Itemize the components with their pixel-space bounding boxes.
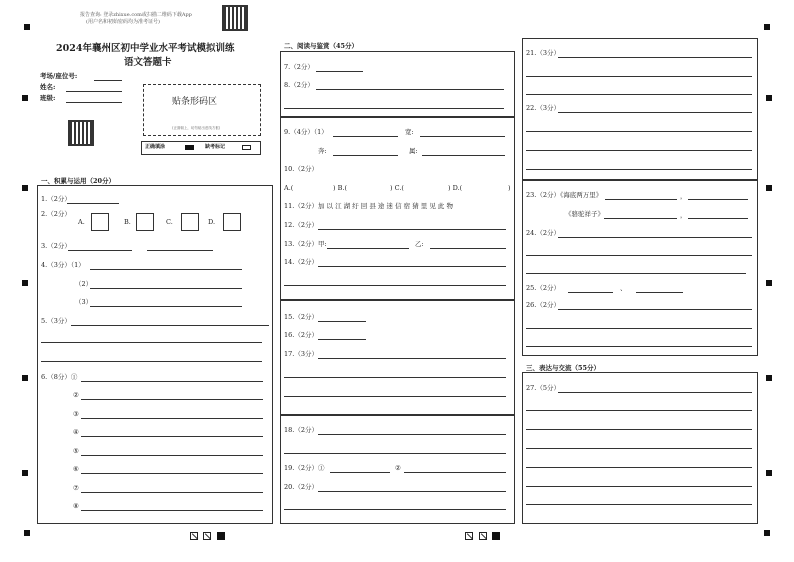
q27-answer-line[interactable] (526, 429, 752, 430)
q14-answer-line[interactable] (284, 285, 506, 286)
q2-checkbox-b[interactable] (136, 213, 154, 231)
q6-item-label: ⑦ (73, 484, 79, 492)
q17-answer-line[interactable] (318, 358, 506, 359)
q27-answer-line[interactable] (526, 410, 752, 411)
q5-answer-line[interactable] (71, 325, 269, 326)
q4-answer-line[interactable] (90, 288, 242, 289)
q6-item-label: ② (73, 391, 79, 399)
q6-answer-line[interactable] (81, 473, 263, 474)
q24-answer-line[interactable] (526, 273, 746, 274)
q18-label: 18.（2分） (284, 426, 318, 434)
student-qr-icon (68, 120, 94, 146)
alignment-mark-tr (764, 24, 770, 30)
q22-answer-line[interactable] (526, 150, 752, 151)
q15-label: 15.（2分） (284, 313, 318, 321)
q20-label: 20.（2分） (284, 483, 318, 491)
q25-answer-line[interactable] (568, 292, 613, 293)
class-field[interactable] (66, 102, 122, 103)
q10-option-d[interactable]: ) D.( (448, 184, 463, 192)
q13-label: 13.（2分）甲: (284, 240, 327, 248)
absent-mark-box[interactable] (242, 145, 251, 150)
q3-answer-line[interactable] (147, 250, 213, 251)
report-notice-sub: (用户名和初始密码均为准考证号) (86, 19, 160, 25)
page-title: 2024年襄州区初中学业水平考试模拟训练 (56, 43, 235, 54)
q27-answer-line[interactable] (526, 486, 752, 487)
q6-item-label: ③ (73, 410, 79, 418)
side-mark (22, 280, 28, 286)
q19-answer-line[interactable] (404, 472, 506, 473)
q9-kuan-label: 宽: (405, 128, 414, 136)
q19-answer-line[interactable] (330, 472, 390, 473)
q1-label: 1.（2分） (41, 195, 71, 203)
q21-label: 21.（3分） (526, 49, 560, 57)
q22-answer-line[interactable] (558, 112, 752, 113)
q16-label: 16.（2分） (284, 331, 318, 339)
q22-answer-line[interactable] (526, 169, 752, 170)
q9-label: 9.（4分）（1） (284, 128, 328, 136)
report-notice: 报告查询: 登录zhixue.com或扫描二维码下载App (80, 12, 192, 18)
q19-sub2-label: ② (395, 464, 401, 472)
q21-answer-line[interactable] (558, 57, 752, 58)
side-mark (766, 280, 772, 286)
correct-fill-sample (185, 145, 194, 150)
q15-answer-line[interactable] (318, 321, 366, 322)
page-mark-icon (190, 532, 198, 540)
q9-answer-line[interactable] (422, 155, 505, 156)
q11-label: 11.（2分）加 以 江 湖 纡 回 县 途 迷 信 宿 猜 里 见 此 物 (284, 202, 453, 210)
q9-answer-line[interactable] (420, 136, 505, 137)
alignment-mark-bl (24, 530, 30, 536)
q17-answer-line[interactable] (284, 377, 506, 378)
q27-answer-line[interactable] (526, 467, 752, 468)
q8-label: 8.（2分） (284, 81, 314, 89)
q4-answer-line[interactable] (90, 269, 242, 270)
q23-b-label: 《骆驼祥子》 (565, 210, 604, 218)
q2-option-d: D. (208, 218, 216, 226)
section2-title: 二、阅读与鉴赏（45分） (284, 42, 359, 50)
side-mark (22, 185, 28, 191)
q13-answer-line[interactable] (430, 248, 506, 249)
q9-shu-label: 属: (409, 147, 418, 155)
q12-answer-line[interactable] (318, 229, 506, 230)
q7-answer-line[interactable] (316, 71, 363, 72)
q4-label: 4.（3分）（1） (41, 261, 85, 269)
qr-code-icon (222, 5, 248, 31)
q23-comma: ， (680, 192, 687, 200)
q18-answer-line[interactable] (284, 453, 506, 454)
q13-yi-label: 乙: (415, 240, 424, 248)
side-mark (22, 470, 28, 476)
q23-answer-line[interactable] (688, 218, 748, 219)
q23-a-label: 23.（2分）《海底两万里》 (526, 191, 603, 199)
q4-answer-line[interactable] (90, 306, 242, 307)
q20-answer-line[interactable] (318, 491, 506, 492)
q19-label: 19.（2分）① (284, 464, 325, 472)
absent-mark-label: 缺考标记 (205, 144, 226, 150)
page-mark-solid (492, 532, 500, 540)
q6-answer-line[interactable] (81, 381, 263, 382)
q10-option-a[interactable]: A.( (284, 184, 294, 192)
q25-separator: 、 (620, 284, 627, 292)
q9-answer-line[interactable] (333, 136, 398, 137)
name-label: 姓名: (40, 83, 56, 91)
q5-answer-line[interactable] (41, 361, 262, 362)
seat-field[interactable] (94, 80, 122, 81)
q14-answer-line[interactable] (318, 266, 506, 267)
q20-answer-line[interactable] (284, 509, 506, 510)
q9-ben-label: 奔: (318, 147, 327, 155)
q4-sub2-label: （2） (75, 280, 93, 288)
q24-answer-line[interactable] (558, 237, 752, 238)
q6-item-label: ⑤ (73, 447, 79, 455)
q17-answer-line[interactable] (284, 396, 506, 397)
q25-label: 25.（2分） (526, 284, 560, 292)
side-mark (766, 375, 772, 381)
alignment-mark-tl (24, 24, 30, 30)
q6-item-label: ④ (73, 428, 79, 436)
side-mark (766, 95, 772, 101)
q24-label: 24.（2分） (526, 229, 560, 237)
section1-title: 一、积累与运用（20分） (41, 177, 116, 185)
q2-option-a: A. (78, 218, 85, 226)
correct-fill-label: 正确填涂 (145, 144, 166, 150)
page-mark-icon (479, 532, 487, 540)
q6-label: 6.（8分）① (41, 373, 78, 381)
q6-answer-line[interactable] (81, 418, 263, 419)
right-box-b (522, 180, 758, 356)
q10-option-end: ) (508, 184, 511, 192)
page-mark-icon (203, 532, 211, 540)
q1-answer-line[interactable] (67, 203, 119, 204)
page-subtitle: 语文答题卡 (124, 57, 172, 68)
q13-answer-line[interactable] (327, 248, 409, 249)
page-mark-solid (217, 532, 225, 540)
q26-answer-line[interactable] (526, 328, 752, 329)
side-mark (22, 375, 28, 381)
q23-answer-line[interactable] (604, 218, 677, 219)
q25-answer-line[interactable] (636, 292, 683, 293)
q6-answer-line[interactable] (81, 455, 263, 456)
q21-answer-line[interactable] (526, 76, 752, 77)
side-mark (766, 470, 772, 476)
q23-answer-line[interactable] (605, 199, 677, 200)
q2-option-c: C. (166, 218, 173, 226)
q3-answer-line[interactable] (68, 250, 132, 251)
q6-answer-line[interactable] (81, 399, 263, 400)
q9-answer-line[interactable] (333, 155, 398, 156)
q26-label: 26.（2分） (526, 301, 560, 309)
q24-answer-line[interactable] (526, 255, 752, 256)
q16-answer-line[interactable] (318, 339, 366, 340)
q12-label: 12.（2分） (284, 221, 318, 229)
q22-label: 22.（3分） (526, 104, 560, 112)
q6-item-label: ⑥ (73, 465, 79, 473)
q23-comma: ， (680, 211, 687, 219)
q14-label: 14.（2分） (284, 258, 318, 266)
q2-label: 2.（2分） (41, 210, 71, 218)
alignment-mark-br (764, 530, 770, 536)
q2-checkbox-a[interactable] (91, 213, 109, 231)
q17-label: 17.（3分） (284, 350, 318, 358)
q27-label: 27.（5分） (526, 384, 560, 392)
q3-label: 3.（2分） (41, 242, 71, 250)
q5-answer-line[interactable] (41, 342, 262, 343)
side-mark (766, 185, 772, 191)
q8-answer-line[interactable] (284, 108, 504, 109)
q21-answer-line[interactable] (526, 94, 752, 95)
q5-label: 5.（3分） (41, 317, 71, 325)
q27-answer-line[interactable] (526, 448, 752, 449)
q2-option-b: B. (124, 218, 131, 226)
seat-label: 考场/座位号: (40, 72, 78, 80)
barcode-hint: (正面朝上，切勿贴出虚线方框) (172, 126, 221, 130)
q6-answer-line[interactable] (81, 492, 263, 493)
q2-checkbox-d[interactable] (223, 213, 241, 231)
class-label: 班级: (40, 94, 56, 102)
q6-answer-line[interactable] (81, 436, 263, 437)
q23-answer-line[interactable] (688, 199, 748, 200)
q4-sub3-label: （3） (75, 298, 93, 306)
q26-answer-line[interactable] (526, 346, 752, 347)
page-mark-icon (465, 532, 473, 540)
q10-option-c[interactable]: ) C.( (390, 184, 404, 192)
q18-answer-line[interactable] (318, 434, 506, 435)
barcode-title: 贴条形码区 (172, 97, 218, 107)
q2-checkbox-c[interactable] (181, 213, 199, 231)
q27-answer-line[interactable] (526, 504, 752, 505)
name-field[interactable] (66, 91, 122, 92)
q6-answer-line[interactable] (81, 510, 263, 511)
side-mark (22, 95, 28, 101)
q8-answer-line[interactable] (316, 89, 504, 90)
q6-item-label: ⑧ (73, 502, 79, 510)
q10-label: 10.（2分） (284, 165, 318, 173)
q7-label: 7.（2分） (284, 63, 314, 71)
q10-option-b[interactable]: ) B.( (333, 184, 347, 192)
q22-answer-line[interactable] (526, 131, 752, 132)
q26-answer-line[interactable] (558, 309, 752, 310)
q27-answer-line[interactable] (558, 392, 752, 393)
section3-title: 三、表达与交流（55分） (526, 364, 601, 372)
